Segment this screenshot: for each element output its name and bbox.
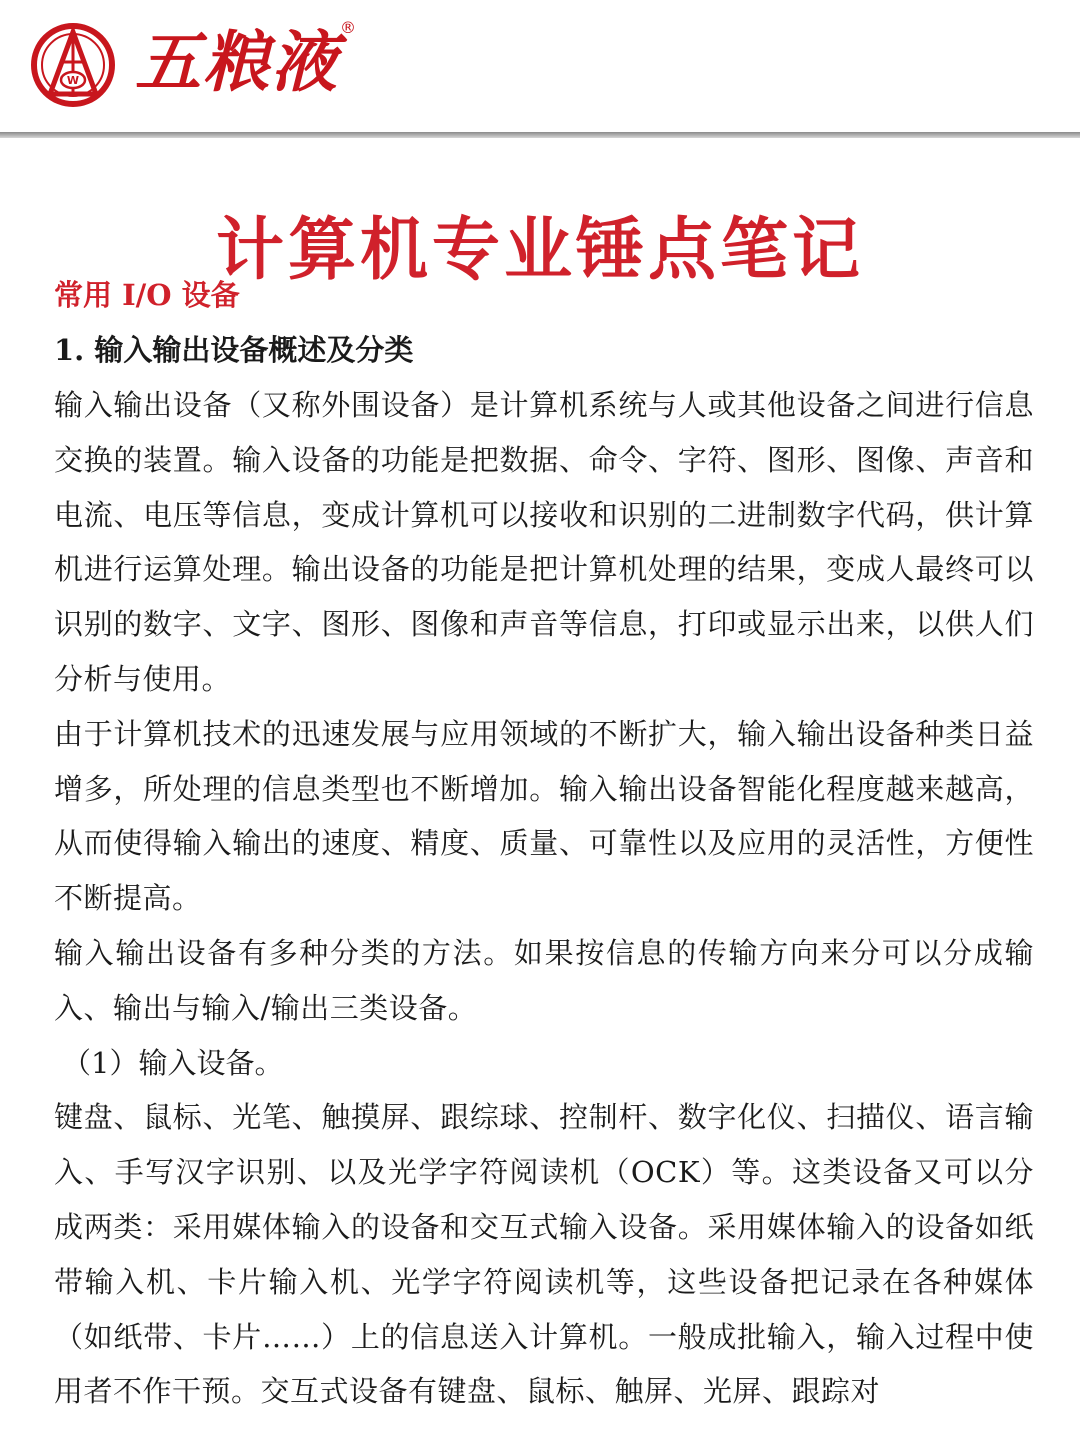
brand-wordmark: 五粮液 — [135, 23, 339, 101]
svg-text:W: W — [66, 74, 80, 87]
item-heading: （1）输入设备。 — [62, 1045, 284, 1080]
subsection-title: 1. 输入输出设备概述及分类 — [54, 333, 414, 367]
brand-header — [0, 0, 1080, 132]
section-title: 常用 I/O 设备 — [54, 278, 240, 312]
paragraph: 输入输出设备有多种分类的方法。如果按信息的传输方向来分可以分成输入、输出与输入/输出三类设备。 — [54, 935, 1034, 1025]
header-divider — [0, 132, 1080, 138]
brand-emblem-icon — [30, 22, 116, 108]
paragraph: 键盘、鼠标、光笔、触摸屏、跟综球、控制杆、数字化仪、扫描仪、语言输入、手写汉字识别、以及光学字符阅读机（OCK）等。这类设备又可以分成两类：采用媒体输入的设备和交互式输入设备。采用媒体输入的设备如纸带输入机、卡片输入机、光学字符阅读机等，这些设备把记录在各种媒体（如纸带、卡片……）上的信息送入计算机。一般成批输入，输入过程中使用者不作干预。交互式设备有键盘、鼠标、触屏、光屏、跟踪对 — [54, 1100, 1034, 1409]
page-title: 计算机专业锤点笔记 — [215, 209, 864, 290]
paragraph: 输入输出设备（又称外围设备）是计算机系统与人或其他设备之间进行信息交换的装置。输入设备的功能是把数据、命令、字符、图形、图像、声音和电流、电压等信息，变成计算机可以接收和识别的二进制数字代码，供计算机进行运算处理。输出设备的功能是把计算机处理的结果，变成人最终可以识别的数字、文字、图形、图像和声音等信息，打印或显示出来，以供人们分析与使用。 — [54, 388, 1034, 696]
paragraph: 由于计算机技术的迅速发展与应用领域的不断扩大，输入输出设备种类日益增多，所处理的信息类型也不断增加。输入输出设备智能化程度越来越高，从而使得输入输出的速度、精度、质量、可靠性以及应用的灵活性，方便性不断提高。 — [54, 716, 1034, 916]
registered-mark: ® — [340, 18, 356, 37]
document-body — [54, 268, 1034, 1419]
